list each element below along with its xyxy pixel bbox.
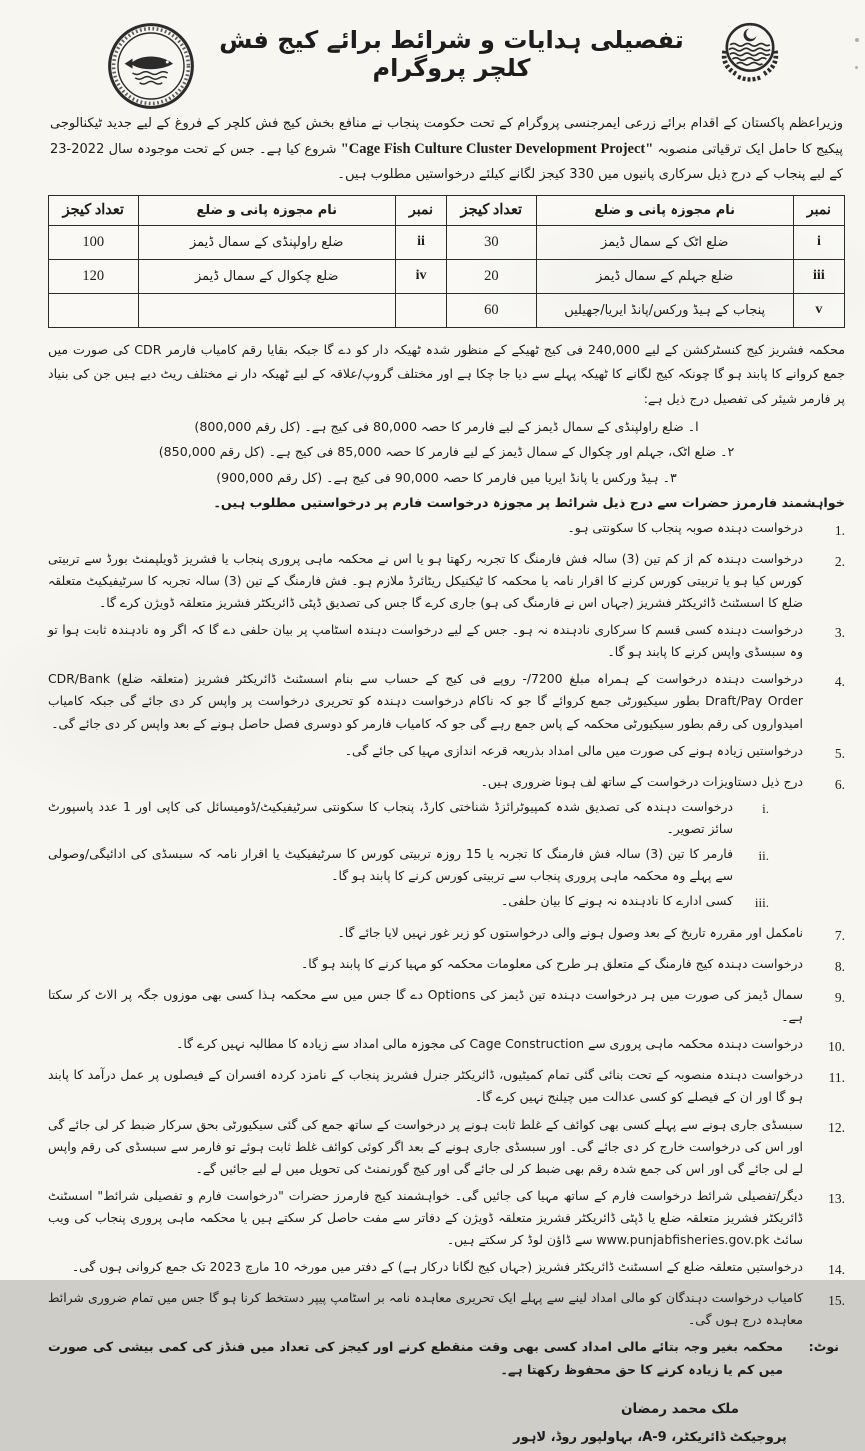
cell-cage-count: 120 [49, 259, 139, 293]
cell-water-name: ضلع جہلم کے سمال ڈیمز [536, 259, 793, 293]
cell-serial: v [793, 293, 844, 327]
sub-condition-number: iii. [754, 895, 769, 911]
cell-serial [395, 293, 446, 327]
signatory-designation: پروجیکٹ ڈائریکٹر، 9-A، بہاولپور روڈ، لاہور [513, 1429, 787, 1445]
sub-condition-item [48, 890, 769, 914]
cell-water-name [138, 293, 395, 327]
condition-number: 1. [834, 522, 845, 538]
contract-paragraph: محکمہ فشریز کیج کنسٹرکشن کے لیے 240,000 فی کیج ٹھیکے کے منظور شدہ ٹھیکہ دار کو دے گا جبکہ بقایا رقم کامیاب فارمر CDR کی صورت میں جمع کروانے کا پابند ہو گا چونکہ کیج لگانے کا ٹھیکہ پہلے سے دیا جا چکا ہے اور مختلف گروپ/علاقہ کے لیے ٹھیکہ دار نے مختلف ریٹ دیے ہیں جن کی بنیاد پر فارمر شیئر کی تفصیل درج ذیل ہے: [48, 341, 845, 406]
farmer-share-line: ا۔ ضلع راولپنڈی کے سمال ڈیمز کے لیے فارمر کا حصہ 80,000 فی کیج ہے۔ (کل رقم 800,000) [194, 418, 699, 434]
condition-item [48, 1114, 845, 1180]
condition-text: نامکمل اور مقررہ تاریخ کے بعد وصول ہونے والی درخواستوں کو زیر غور نہیں لایا جائے گا۔ [337, 925, 803, 941]
condition-number: 14. [828, 1261, 845, 1277]
table-row [49, 259, 845, 293]
table-row [49, 225, 845, 259]
condition-item [48, 1185, 845, 1251]
condition-item [48, 548, 845, 614]
scan-speck [855, 38, 859, 42]
cell-cage-count: 30 [447, 225, 536, 259]
column-header-number-2: نمبر [395, 195, 446, 225]
condition-text-lead: درج ذیل دستاویزات درخواست کے ساتھ لف ہونا ضروری ہیں۔ [480, 773, 803, 789]
cell-cage-count: 60 [447, 293, 536, 327]
page-title: تفصیلی ہدایات و شرائط برائے کیج فش کلچر پروگرام [219, 26, 684, 82]
condition-item [48, 619, 845, 663]
column-header-water-district-2: نام مجوزہ پانی و ضلع [138, 195, 395, 225]
signatory-name: ملک محمد رمضان [620, 1401, 740, 1418]
conditions-heading: خواہشمند فارمرز حضرات سے درج ذیل شرائط پر مجوزہ درخواست فارم پر درخواستیں مطلوب ہیں۔ [213, 495, 845, 511]
required-documents-sublist [48, 796, 769, 914]
conditions-list [48, 517, 845, 1331]
condition-item [48, 517, 845, 543]
cell-serial: iv [395, 259, 446, 293]
condition-item [48, 1287, 845, 1331]
farmer-share-line: ۲۔ ضلع اٹک، جہلم اور چکوال کے سمال ڈیمز کے لیے فارمر کا حصہ 85,000 فی کیج ہے۔ (کل رقم 850,000) [158, 444, 735, 460]
condition-item [48, 668, 845, 734]
column-header-cage-count-2: تعداد کیجز [49, 195, 139, 225]
cell-water-name: ضلع راولپنڈی کے سمال ڈیمز [138, 225, 395, 259]
project-name-english: "Cage Fish Culture Cluster Development Project" [340, 141, 654, 158]
condition-number: 3. [834, 625, 845, 641]
condition-number: 7. [834, 928, 845, 944]
condition-item [48, 984, 845, 1028]
sub-condition-number: ii. [758, 847, 769, 863]
table-row [49, 293, 845, 327]
sub-condition-text: کسی ادارے کا نادہندہ نہ ہونے کا بیان حلفی۔ [500, 893, 733, 909]
condition-number: 9. [834, 990, 845, 1006]
sub-condition-text: درخواست دہندہ کی تصدیق شدہ کمپیوٹرائزڈ شناختی کارڈ، پنجاب کا سکونتی سرٹیفیکیٹ/ڈومیسائل کی کاپی اور 1 عدد پاسپورٹ سائز تصویر۔ [48, 798, 734, 836]
condition-text: درخواست دہندہ کسی قسم کا سرکاری نادہندہ نہ ہو۔ جس کے لیے درخواست دہندہ اسٹامپ پر بیان حلفی دے گا کہ اگر وہ نادہندہ ثابت ہوا تو وہ سبسڈی واپس کرنے کا پابند ہو گا۔ [48, 622, 803, 660]
condition-text: درخواست دہندہ منصوبہ کے تحت بنائی گئی تمام کمیٹیوں، ڈائریکٹر جنرل فشریز پنجاب کے نامزد کردہ افسران کے فیصلوں پر عمل درآمد کا پابند ہو گا اور ان کے فیصلے کو کسی عدالت میں چیلنج نہیں کرے گا۔ [48, 1067, 803, 1105]
condition-number: 4. [834, 674, 845, 690]
table-header-row [49, 195, 845, 225]
condition-text [48, 771, 803, 918]
cell-serial: ii [395, 225, 446, 259]
condition-text: سمال ڈیمز کی صورت میں ہر درخواست دہندہ تین ڈیمز کی Options دے گا جس میں سے محکمہ ہذا کسی بھی موزوں جگہ پر الاٹ کر سکتا ہے۔ [48, 987, 803, 1025]
condition-item [48, 953, 845, 979]
column-header-water-district-1: نام مجوزہ پانی و ضلع [536, 195, 793, 225]
cell-water-name: پنجاب کے ہیڈ ورکس/پانڈ ایریا/جھیلیں [536, 293, 793, 327]
signature-block [485, 1395, 815, 1451]
cell-cage-count [49, 293, 139, 327]
condition-number: 10. [828, 1039, 845, 1055]
condition-number: 5. [834, 745, 845, 761]
condition-number: 8. [834, 959, 845, 975]
condition-number: 6. [834, 776, 845, 792]
farmer-share-line: ۳۔ ہیڈ ورکس یا پانڈ ایریا میں فارمر کا حصہ 90,000 فی کیج ہے۔ (کل رقم 900,000) [216, 470, 677, 486]
punjab-government-emblem-icon [707, 10, 793, 102]
cell-cage-count: 100 [49, 225, 139, 259]
condition-text: درخواستیں متعلقہ ضلع کے اسسٹنٹ ڈائریکٹر فشریز (جہاں کیج لگانا درکار ہے) کے دفتر میں مورخہ 10 مارچ 2023 تک جمع کروانی ہوں گی۔ [71, 1258, 803, 1274]
condition-text: درخواست دہندہ کیج فارمنگ کے متعلق ہر طرح کی معلومات محکمہ کو مہیا کرنے کا پابند ہو گا۔ [301, 956, 803, 972]
condition-item [48, 1033, 845, 1059]
sub-condition-number: i. [762, 800, 769, 816]
intro-paragraph [50, 112, 843, 187]
intro-text-before: وزیراعظم پاکستان کے اقدام برائے زرعی ایمرجنسی پروگرام کے تحت حکومت پنجاب نے منافع بخش کیج فش کلچر کے فروغ کے لیے جدید ٹیکنالوجی پیکیج کا حامل ایک ترقیاتی منصوبہ [50, 116, 843, 158]
condition-text: درخواستیں زیادہ ہونے کی صورت میں مالی امداد بذریعہ قرعہ اندازی مہیا کی جائے گی۔ [344, 742, 803, 758]
intro-text-after: شروع کیا ہے۔ جس کے تحت موجودہ سال 2022-23 کے لیے پنجاب کے درج ذیل سرکاری پانیوں میں 330 کیجز لگانے کیلئے درخواستیں مطلوب ہیں۔ [50, 142, 843, 182]
sub-condition-item [48, 796, 769, 840]
document-header [48, 8, 845, 110]
note-row [48, 1336, 845, 1381]
column-header-number-1: نمبر [793, 195, 844, 225]
scan-speck [855, 66, 858, 69]
cell-water-name: ضلع چکوال کے سمال ڈیمز [138, 259, 395, 293]
condition-number: 12. [828, 1119, 845, 1135]
condition-text: کامیاب درخواست دہندگان کو مالی امداد لینے سے پہلے ایک تحریری معاہدہ نامہ بر اسٹامپ پیپر دستخط کرنا ہو گا جس میں تمام ضروری شرائط معاہدہ درج ہوں گی۔ [48, 1290, 803, 1328]
cage-allocation-table [48, 195, 845, 328]
condition-text: درخواست دہندہ درخواست کے ہمراہ مبلغ 7200/- روپے فی کیج کے حساب سے بنام اسسٹنٹ ڈائریکٹر فشریز (متعلقہ ضلع) CDR/Bank Draft/Pay Order بطور سیکیورٹی جمع کروائے گا جو کہ ناکام درخواست دہندہ کو تحریری درخواست پر واپس کر دی جائے گی جبکہ کامیاب امیدواروں کی رقم بطور سیکیورٹی محکمہ کے پاس جمع رہے گی جو کہ کامیاب فارمر کو دوسری فصل حاصل ہونے کے بعد واپس کر دی جائے گی۔ [48, 671, 803, 731]
fisheries-department-seal-icon [106, 22, 196, 110]
condition-text: درخواست دہندہ صوبہ پنجاب کا سکونتی ہو۔ [567, 519, 803, 535]
cell-water-name: ضلع اٹک کے سمال ڈیمز [536, 225, 793, 259]
condition-text: سبسڈی جاری ہونے سے پہلے کسی بھی کوائف کے غلط ثابت ہونے پر درخواست کے ساتھ جمع کی گئی سیکیورٹی بحق سرکار ضبط کر لی جائے گی اور اس کی درخواست خارج کر دی جائے گی۔ اور سبسڈی جاری ہونے کے بعد اگر کوئی کوائف غلط ثابت ہوئے تو فارمر سے سبسڈی کی رقم واپس لے لی جائے گی اور اس کی جمع شدہ رقم بھی ضبط کر لی جائے گی اور کیج گورنمنٹ کی تحویل میں لے لیے جائیں گے۔ [48, 1116, 803, 1176]
condition-number: 13. [828, 1190, 845, 1206]
condition-text: درخواست دہندہ کم از کم تین (3) سالہ فش فارمنگ کا تجربہ رکھتا ہو یا اس نے محکمہ ماہی پروری پنجاب یا فشریز ڈویلپمنٹ بورڈ سے تربیتی کورس کیا ہو یا تربیتی کورس کرنے کا اقرار نامہ یا محکمہ کا ٹیکنیکل ریٹائرڈ ملازم ہو۔ فش فارمنگ کے تین (3) سالہ تجربہ کا سرٹیفیکیٹ متعلقہ ضلع کا اسسٹنٹ ڈائریکٹر فشریز (جہاں اس نے فارمنگ کی ہو) جاری کرے گا جس کی تصدیق ڈپٹی ڈائریکٹر فشریز متعلقہ ڈویژن کرے گا۔ [48, 551, 803, 611]
condition-number: 2. [834, 554, 845, 569]
column-header-cage-count-1: تعداد کیجز [447, 195, 536, 225]
condition-item [48, 922, 845, 948]
condition-number: 15. [828, 1293, 845, 1308]
condition-item [48, 1256, 845, 1282]
sub-condition-text: فارمر کا تین (3) سالہ فش فارمنگ کا تجربہ یا 15 روزہ تربیتی کورس کا سرٹیفیکیٹ یا اقرار نامہ کہ سبسڈی کی ادائیگی/وصولی سے پہلے وہ محکمہ ماہی پروری پنجاب سے تربیتی کورس کرنے کا پابند ہو گا۔ [48, 845, 734, 883]
condition-text: دیگر/تفصیلی شرائط درخواست فارم کے ساتھ مہیا کی جائیں گی۔ خواہشمند کیج فارمرز حضرات "درخواست فارم و تفصیلی شرائط" اسسٹنٹ ڈائریکٹر فشریز متعلقہ ضلع یا ڈپٹی ڈائریکٹر فشریز متعلقہ ڈویژن کے دفاتر سے مفت حاصل کر سکتے ہیں یا محکمہ ماہی پروری پنجاب کی ویب سائٹ www.punjabfisheries.gov.pk سے ڈاؤن لوڈ کر سکتے ہیں۔ [48, 1187, 803, 1247]
condition-number: 11. [828, 1070, 845, 1086]
cell-serial: i [793, 225, 844, 259]
sub-condition-item [48, 843, 769, 887]
condition-item [48, 1064, 845, 1108]
note-text: محکمہ بغیر وجہ بتائے مالی امداد کسی بھی وقت منقطع کرنے اور کیجز کی تعداد میں فنڈز کی کمی بیشی کی صورت میں کم یا زیادہ کرنے کا حق محفوظ رکھتا ہے۔ [48, 1339, 783, 1377]
condition-item [48, 771, 845, 918]
cell-cage-count: 20 [447, 259, 536, 293]
cell-serial: iii [793, 259, 844, 293]
farmer-share-list [48, 414, 845, 491]
condition-text: درخواست دہندہ محکمہ ماہی پروری سے Cage Construction کی مجوزہ مالی امداد سے زیادہ کا مطالبہ نہیں کرے گا۔ [176, 1036, 803, 1052]
condition-item [48, 740, 845, 766]
note-label: نوٹ: [808, 1339, 839, 1355]
